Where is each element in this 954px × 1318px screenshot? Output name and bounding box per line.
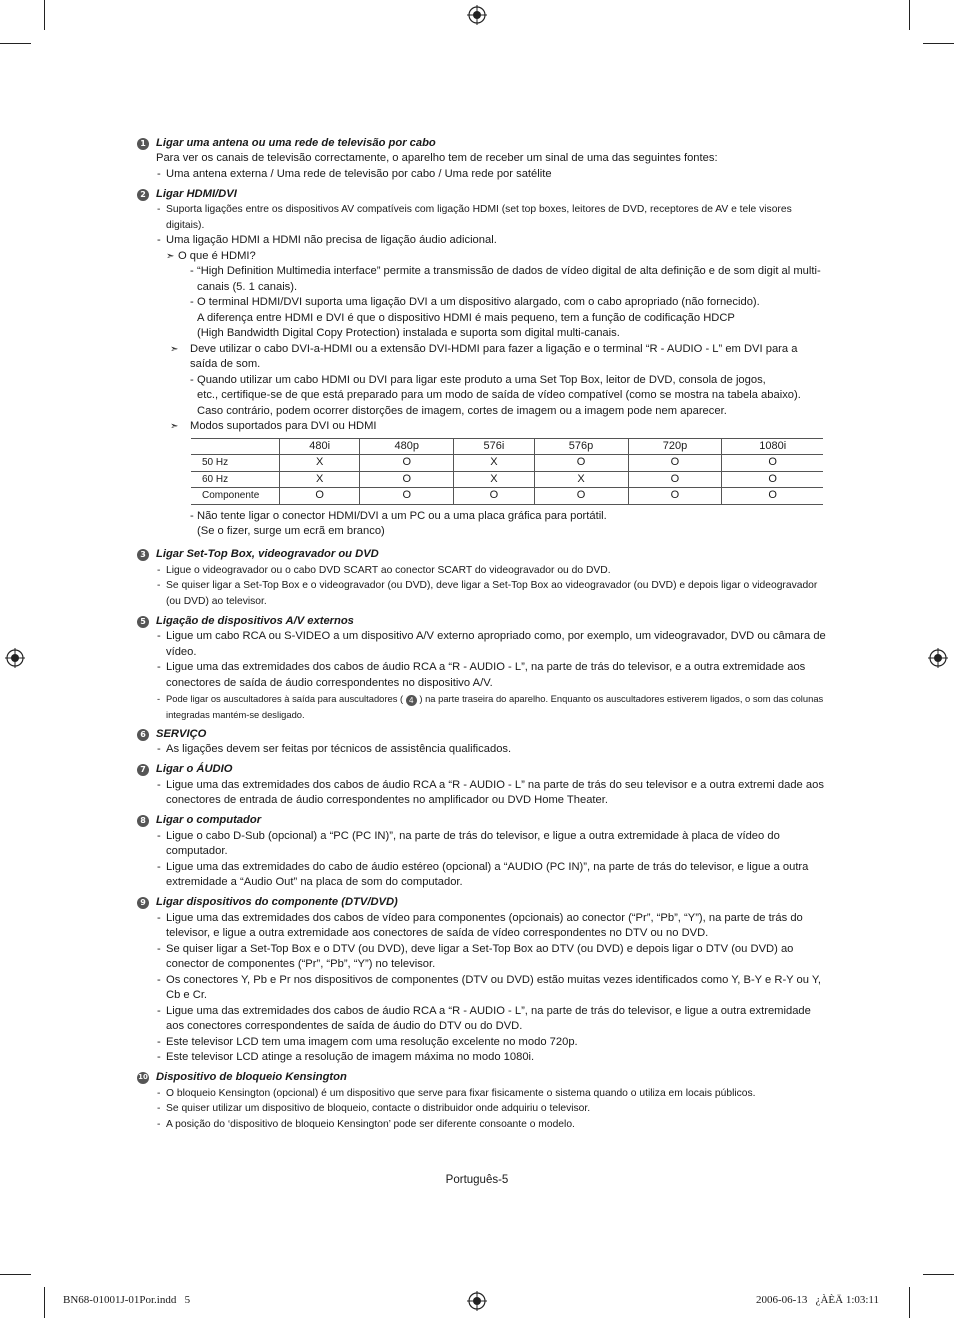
arrow-icon: ➣ [170,421,179,432]
table-row-label: Componente [191,488,280,505]
list-item: - Uma antena externa / Uma rede de televisão por cabo / Uma rede por satélite [156,167,827,183]
crop-mark [44,1287,45,1318]
list-item: - A posição do ‘dispositivo de bloqueio Kensington’ pode ser diferente consoante o modelo. [156,1117,827,1133]
section-title: Ligação de dispositivos A/V externos [156,614,354,627]
note-text: O que é HDMI? [178,249,256,262]
list-item: - Ligue uma das extremidades dos cabos de áudio RCA a “R - AUDIO - L”, na parte de trás do televisor, e a outra extremidade aos conectores de saída de áudio correspondentes no dispositivo A/V. [156,660,827,691]
list-item: - Suporta ligações entre os dispositivos AV compatíveis com ligação HDMI (set top boxes, leitores de DVD, receptores de AV e tele visores digitais). [156,202,827,233]
table-cell: O [722,488,823,505]
table-cell: O [628,488,722,505]
sub-item-text: A diferença entre HDMI e DVI é que o dispositivo HDMI é mais pequeno, tem a função de codificação HDCP [197,311,735,324]
section-number-badge: 10 [137,1072,149,1084]
section-number-badge: 7 [137,764,149,776]
section-title: Ligar uma antena ou uma rede de televisão por cabo [156,136,436,149]
section-number-badge: 1 [137,138,149,150]
registration-mark-icon [467,5,487,25]
section-number-badge: 6 [137,729,149,741]
sub-item: - Não tente ligar o conector HDMI/DVI a um PC ou a uma placa gráfica para portátil. (Se o fizer, surge um ecrã em branco) [156,509,827,540]
print-timestamp: 2006-06-13 ¿ÀÈÄ 1:03:11 [756,1294,880,1306]
list-item: - O bloqueio Kensington (opcional) é um dispositivo que serve para fixar fisicamente o sistema quando o utiliza em locais públicos. [156,1086,827,1102]
list-item: - Ligue o cabo D-Sub (opcional) a “PC (PC IN)”, na parte de trás do televisor, e ligue a outra extremidade à placa de vídeo do computador. [156,829,827,860]
sub-item: - Quando utilizar um cabo HDMI ou DVI para ligar este produto a uma Set Top Box, leitor de DVD, consola de jogos, etc., certifique-se de que está preparado para um modo de saída de vídeo compatível (como se mostra na tabela abaixo). Caso contrário, podem ocorrer distorções de imagem, cortes de imagem ou a imagem pode nem aparecer. [156,373,827,420]
registration-mark-icon [928,648,948,668]
sub-item: - “High Definition Multimedia interface” permite a transmissão de dados de vídeo digital de alta definição e de som digit al multi-canais (5. 1 canais). [156,264,827,295]
section-service [137,727,827,758]
table-row [191,471,823,488]
section-number-badge: 9 [137,897,149,909]
list-item: - Uma ligação HDMI a HDMI não precisa de ligação áudio adicional. [156,233,827,249]
list-item: - Os conectores Y, Pb e Pr nos dispositivos de componentes (DTV ou DVD) estão muitas vezes identificados como Y, B-Y e R-Y ou Y, Cb e Cr. [156,973,827,1004]
crop-mark [0,43,31,44]
arrow-icon: ➣ [166,250,175,262]
list-item: - As ligações devem ser feitas por técnicos de assistência qualificados. [156,742,827,758]
table-cell: O [280,488,360,505]
list-item: - Este televisor LCD atinge a resolução de imagem máxima no modo 1080i. [156,1050,827,1066]
section-number-badge: 3 [137,549,149,561]
sub-item: - O terminal HDMI/DVI suporta uma ligação DVI a um dispositivo alargado, com o cabo apropriado (não fornecido). A diferença entre HDMI e DVI é que o dispositivo HDMI é mais pequeno, tem a função de codificação HDCP (High Bandwidth Digital Copy Protection) instalada e suporta som digital multi-canais. [156,295,827,342]
table-cell: O [628,455,722,472]
section-title: Ligar o ÁUDIO [156,763,233,776]
list-item: - Este televisor LCD tem uma imagem com uma resolução excelente no modo 720p. [156,1035,827,1051]
table-cell: O [628,471,722,488]
sub-item-text: (Se o fizer, surge um ecrã em branco) [197,525,385,537]
table-header-row [191,438,823,455]
section-set-top-box [137,548,827,610]
table-cell: O [534,455,628,472]
table-cell: X [534,471,628,488]
crop-mark [909,1287,910,1318]
list-item [156,691,827,722]
table-cell: X [454,471,534,488]
headphone-jack-number-badge: 4 [406,695,417,706]
sub-item-text: etc., certifique-se de que está preparado para um modo de saída de vídeo compatível (como se mostra na tabela abaixo). [197,389,801,401]
table-row-label: 60 Hz [191,471,280,488]
table-row [191,488,823,505]
crop-mark [909,0,910,30]
table-header-cell: 720p [628,438,722,455]
section-antenna [137,136,827,182]
registration-mark-icon [467,1291,487,1311]
document-body [137,136,827,1137]
section-title: SERVIÇO [156,727,207,740]
note-text: Deve utilizar o cabo DVI-a-HDMI ou a extensão DVI-HDMI para fazer a ligação e o terminal “R - AUDIO - L” em DVI para a saída de som. [190,342,798,370]
section-title: Ligar dispositivos do componente (DTV/DVD) [156,896,398,909]
list-item: - Ligue uma das extremidades dos cabos de vídeo para componentes (opcionais) ao conector (“Pr”, “Pb”, “Y”), na parte de trás do televisor, e ligue a outra extremidade aos conectores de saída de vídeo correspondentes no DTV ou no DVD. [156,911,827,942]
table-header-cell: 1080i [722,438,823,455]
section-computer [137,814,827,891]
crop-mark [44,0,45,30]
list-item: - Ligue uma das extremidades dos cabos de áudio RCA a “R - AUDIO - L” na parte de trás do seu televisor e a outra extremi dade aos conectores de entrada de áudio correspondentes no amplificador ou DVD Home Theater. [156,778,827,809]
list-item: - Se quiser ligar a Set-Top Box e o DTV (ou DVD), deve ligar a Set-Top Box ao DTV (ou DVD) e depois ligar o DTV (ou DVD) ao conector de componentes (“Pr”, “Pb”, “Y”) no televisor. [156,942,827,973]
section-title: Ligar HDMI/DVI [156,187,237,200]
list-item: - Ligue um cabo RCA ou S-VIDEO a um dispositivo A/V externo apropriado como, por exemplo, um videogravador, DVD ou câmara de vídeo. [156,629,827,660]
table-cell: O [722,471,823,488]
sub-item-text: O terminal HDMI/DVI suporta uma ligação DVI a um dispositivo alargado, com o cabo apropriado (não fornecido). [197,296,760,308]
file-name: BN68-01001J-01Por.indd 5 [63,1294,191,1306]
paragraph: Para ver os canais de televisão correctamente, o aparelho tem de receber um sinal de uma das seguintes fontes: [156,152,718,164]
sub-item-text: (High Bandwidth Digital Copy Protection) instalada e suporta som digital multi-canais. [197,327,620,339]
registration-mark-icon [5,648,25,668]
section-number-badge: 8 [137,815,149,827]
list-item: - Se quiser utilizar um dispositivo de bloqueio, contacte o distribuidor onde adquiriu o televisor. [156,1101,827,1117]
list-item-text: ) na parte traseira do aparelho. Enquanto os auscultadores estiverem ligados, o som das colunas integradas mantém-se desligado. [166,693,824,720]
table-row [191,455,823,472]
table-cell: O [534,488,628,505]
section-number-badge: 5 [137,616,149,628]
table-row-label: 50 Hz [191,455,280,472]
supported-modes-table [191,438,823,505]
table-cell: O [722,455,823,472]
list-item: - Se quiser ligar a Set-Top Box e o videogravador (ou DVD), deve ligar a Set-Top Box ao videogravador (ou DVD) e depois ligar o videogravador (ou DVD) ao televisor. [156,578,827,609]
sub-item-text: Caso contrário, podem ocorrer distorções de imagem, cortes de imagem ou a imagem pode nem aparecer. [197,404,727,417]
section-audio [137,763,827,809]
page-number: Português-5 [445,1174,509,1186]
list-item: - Ligue uma das extremidades do cabo de áudio estéreo (opcional) a “AUDIO (PC IN)”, na parte de trás do televisor, e ligue a outra extremidade a “Audio Out” na placa de som do computador. [156,860,827,891]
table-cell: X [280,455,360,472]
list-item-text: Pode ligar os auscultadores à saída para auscultadores ( [166,693,404,704]
table-header-cell: 576i [454,438,534,455]
table-header-cell [191,438,280,455]
table-cell: O [454,488,534,505]
note [156,419,827,435]
list-item: - Ligue o videogravador ou o cabo DVD SCART ao conector SCART do videogravador ou do DVD. [156,563,827,579]
table-header-cell: 480p [360,438,454,455]
section-av-devices [137,614,827,722]
section-title: Dispositivo de bloqueio Kensington [156,1071,347,1084]
note-text: Modos suportados para DVI ou HDMI [190,420,377,432]
table-cell: X [454,455,534,472]
section-hdmi-dvi [137,187,827,540]
sub-item-text: “High Definition Multimedia interface” permite a transmissão de dados de vídeo digital de alta definição e de som digit al multi-canais (5. 1 canais). [197,265,821,293]
list-item: - Ligue uma das extremidades dos cabos de áudio RCA a “R - AUDIO - L”, na parte de trás do televisor, e ligue a outra extremidade aos conectores correspondentes de saída de áudio do DTV ou do DVD. [156,1004,827,1035]
note [156,249,827,265]
crop-mark [923,43,954,44]
table-cell: O [360,455,454,472]
section-title: Ligar o computador [156,814,262,827]
table-cell: O [360,488,454,505]
table-cell: X [280,471,360,488]
table-cell: O [360,471,454,488]
section-title: Ligar Set-Top Box, videogravador ou DVD [156,548,379,561]
table-header-cell: 576p [534,438,628,455]
section-component [137,896,827,1066]
section-kensington [137,1071,827,1133]
crop-mark [0,1274,31,1275]
sub-item-text: Não tente ligar o conector HDMI/DVI a um PC ou a uma placa gráfica para portátil. [197,509,607,522]
section-number-badge: 2 [137,189,149,201]
arrow-icon: ➣ [170,343,179,355]
table-header-cell: 480i [280,438,360,455]
crop-mark [923,1274,954,1275]
sub-item-text: Quando utilizar um cabo HDMI ou DVI para ligar este produto a uma Set Top Box, leitor de DVD, consola de jogos, [197,373,766,386]
note [156,342,827,373]
